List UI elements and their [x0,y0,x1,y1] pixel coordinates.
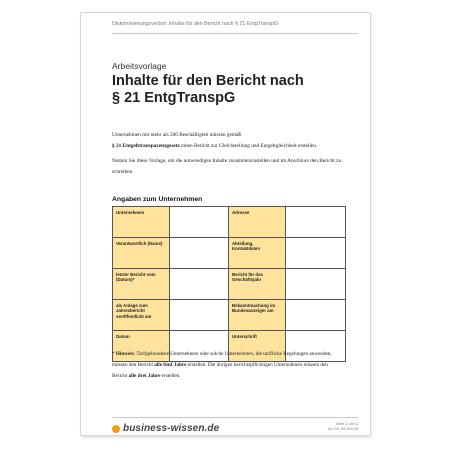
document-title [112,73,362,107]
company-info-table [112,206,346,362]
row-label: letzter Bericht vom (Datum)* [113,269,170,300]
page-number: Seite 1 von 3 [335,422,358,426]
row-value-field[interactable] [286,238,346,269]
row-value-field[interactable] [170,300,229,331]
title-line-2: § 21 EntgTranspG [112,90,236,106]
row-label: Abteilung, Kontaktdaten [229,238,286,269]
table-row [113,300,346,331]
running-header: Diskriminierungsverbot: Inhalte für den Bericht nach § 21 EntgTranspG [112,21,279,27]
hint-text-2: erstellen. Die übrigen berichtspflichtigen Unternehmen müssen den Bericht [112,362,328,379]
table-row [113,269,346,300]
document-kicker: Arbeitsvorlage [112,61,167,71]
intro-text [112,130,347,182]
row-label: Bekanntmachung im Bundesanzeiger am [229,300,286,331]
intro-p1-text: Unternehmen mit mehr als 500 Beschäftigten müssen gemäß [112,132,242,138]
hint-three-years: alle drei Jahre [128,373,161,379]
row-value-field[interactable] [286,300,346,331]
row-value-field[interactable] [286,269,346,300]
row-label: Datum [113,331,170,362]
row-value-field[interactable] [170,207,229,238]
brand-logo [112,423,219,434]
intro-p1-law: § 21 Entgelttransparenzgesetz [112,142,180,149]
row-label: Unterschrift [229,331,286,362]
asterisk: * [112,351,116,357]
page-meta [328,422,358,432]
row-value-field[interactable] [286,207,346,238]
intro-paragraph-1 [112,130,347,151]
hint-five-years: alle fünf Jahre [154,362,187,368]
table-row [113,207,346,238]
title-line-1: Inhalte für den Bericht nach [112,73,304,89]
row-label: Bericht für das Geschäftsjahr [229,269,286,300]
hint-label: Hinweis [115,351,134,357]
intro-p1-rest: einen Bericht zur Gleichstellung und Entgeltgleichheit erstellen. [179,142,318,149]
article-number: Art.-Nr. 99.250.05 [328,427,358,431]
row-value-field[interactable] [170,269,229,300]
row-label: Verantwortlich (Name) [113,238,170,269]
hint-text-1: : Tarifgebundene Unternehmen oder solche Unternehmen, die tarifliche Regelungen anwenden, müssen den Bericht [112,351,332,368]
header-divider [112,33,358,34]
row-label: als Anlage zum Jahresbericht veröffentlicht am [113,300,170,331]
brand-name: business-wissen.de [123,423,220,434]
document-page [81,13,370,435]
hint-note [112,349,342,382]
row-value-field[interactable] [170,238,229,269]
brand-dot-icon [112,425,120,433]
footer-divider [112,417,358,418]
table-row [113,238,346,269]
row-label: Adresse [229,207,286,238]
hint-text-3: erstellen. [160,373,181,379]
section-heading: Angaben zum Unternehmen [112,196,203,203]
row-label: Unternehmen [113,207,170,238]
intro-paragraph-2: Nutzen Sie diese Vorlage, um die notwendigen Inhalte zusammenzustellen und im Anschluss den Bericht zu schreiben. [112,158,342,175]
